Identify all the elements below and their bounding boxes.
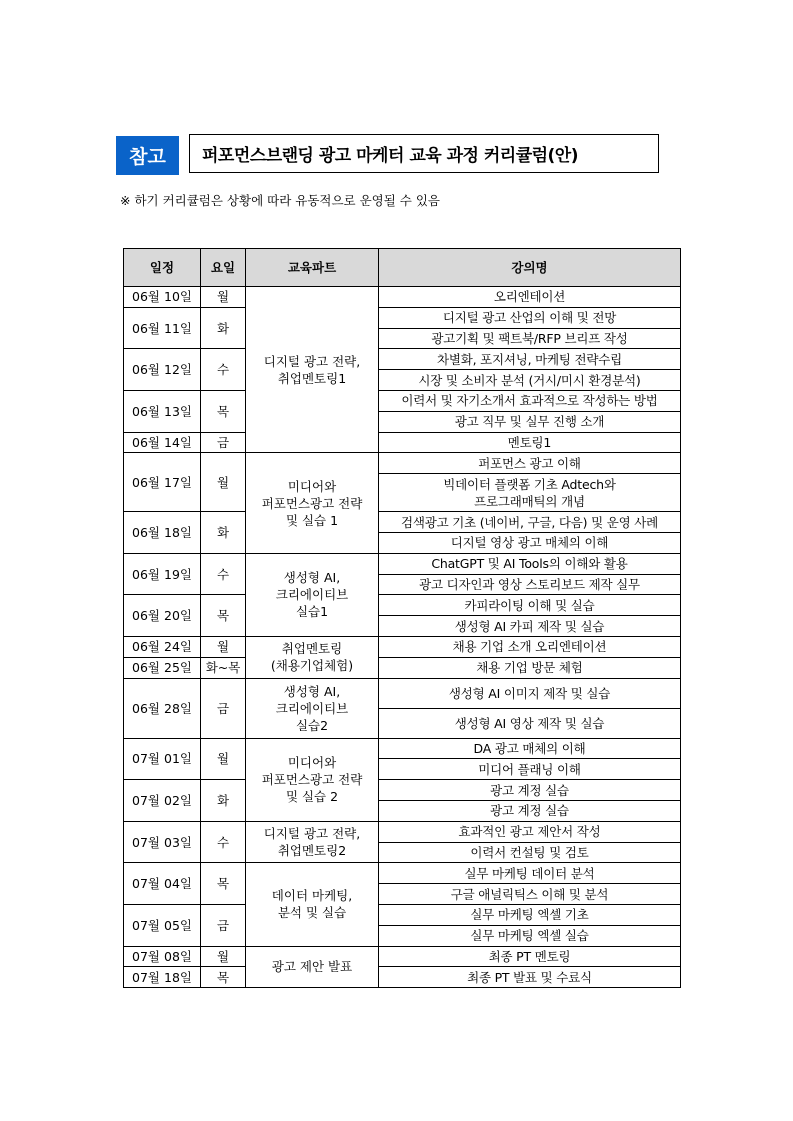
date-cell: 07월 08일 [124, 946, 201, 967]
day-cell: 화 [201, 780, 246, 822]
day-cell: 금 [201, 904, 246, 946]
lecture-cell: 최종 PT 멘토링 [379, 946, 681, 967]
table-row [124, 821, 681, 842]
date-cell: 06월 14일 [124, 432, 201, 453]
table-row [124, 636, 681, 657]
day-cell: 목 [201, 967, 246, 988]
part-label: 미디어와 퍼포먼스광고 전략 및 실습 1 [261, 478, 363, 528]
date-cell: 06월 19일 [124, 553, 201, 595]
table-row [124, 678, 681, 708]
part-cell [246, 636, 379, 678]
lecture-cell: 생성형 AI 영상 제작 및 실습 [379, 708, 681, 738]
table-row [124, 595, 681, 616]
header-part: 교육파트 [246, 249, 379, 287]
day-cell: 금 [201, 678, 246, 738]
lecture-cell: 실무 마케팅 데이터 분석 [379, 863, 681, 884]
lecture-cell: 이력서 컨설팅 및 검토 [379, 842, 681, 863]
day-cell: 화 [201, 512, 246, 554]
lecture-cell: 생성형 AI 이미지 제작 및 실습 [379, 678, 681, 708]
part-cell [246, 678, 379, 738]
curriculum-note: ※ 하기 커리큘럼은 상황에 따라 유동적으로 운영될 수 있음 [120, 193, 440, 208]
table-row [124, 287, 681, 308]
table-row [124, 738, 681, 759]
date-cell: 06월 20일 [124, 595, 201, 637]
date-cell: 06월 10일 [124, 287, 201, 308]
day-cell: 목 [201, 390, 246, 432]
day-cell: 수 [201, 553, 246, 595]
header-weekday: 요일 [201, 249, 246, 287]
lecture-cell: 디지털 영상 광고 매체의 이해 [379, 532, 681, 553]
lecture-cell: ChatGPT 및 AI Tools의 이해와 활용 [379, 553, 681, 574]
date-cell: 07월 03일 [124, 821, 201, 863]
part-label: 생성형 AI, 크리에이티브 실습1 [275, 570, 349, 620]
table-row [124, 512, 681, 533]
day-cell: 월 [201, 738, 246, 780]
part-label: 광고 제안 발표 [271, 959, 353, 975]
table-row [124, 904, 681, 925]
part-cell [246, 738, 379, 821]
date-cell: 07월 02일 [124, 780, 201, 822]
lecture-cell: 이력서 및 자기소개서 효과적으로 작성하는 방법 [379, 390, 681, 411]
part-cell [246, 821, 379, 863]
lecture-cell: 실무 마케팅 엑셀 기초 [379, 904, 681, 925]
day-cell: 화 [201, 307, 246, 349]
lecture-cell: 시장 및 소비자 분석 (거시/미시 환경분석) [379, 370, 681, 391]
lecture-cell: 효과적인 광고 제안서 작성 [379, 821, 681, 842]
date-cell: 07월 05일 [124, 904, 201, 946]
day-cell: 월 [201, 946, 246, 967]
lecture-cell: 검색광고 기초 (네이버, 구글, 다음) 및 운영 사례 [379, 512, 681, 533]
table-row [124, 553, 681, 574]
lecture-cell: 광고 직무 및 실무 진행 소개 [379, 411, 681, 432]
table-row [124, 432, 681, 453]
day-cell: 수 [201, 349, 246, 391]
lecture-cell: 실무 마케팅 엑셀 실습 [379, 925, 681, 946]
day-cell: 화~목 [201, 657, 246, 678]
lecture-cell: 카피라이팅 이해 및 실습 [379, 595, 681, 616]
lecture-cell: 최종 PT 발표 및 수료식 [379, 967, 681, 988]
lecture-cell: 차별화, 포지셔닝, 마케팅 전략수립 [379, 349, 681, 370]
date-cell: 06월 11일 [124, 307, 201, 349]
lecture-cell: 멘토링1 [379, 432, 681, 453]
table-row [124, 946, 681, 967]
table-row [124, 390, 681, 411]
day-cell: 수 [201, 821, 246, 863]
page-title: 퍼포먼스브랜딩 광고 마케터 교육 과정 커리큘럼(안) [189, 134, 659, 173]
part-cell [246, 287, 379, 453]
date-cell: 06월 18일 [124, 512, 201, 554]
table-row [124, 863, 681, 884]
lecture-cell: 구글 애널릭틱스 이해 및 분석 [379, 884, 681, 905]
lecture-cell: 광고 계정 실습 [379, 800, 681, 821]
date-cell: 06월 24일 [124, 636, 201, 657]
lecture-cell [379, 474, 681, 512]
day-cell: 월 [201, 453, 246, 512]
part-cell [246, 946, 379, 988]
lecture-cell: 퍼포먼스 광고 이해 [379, 453, 681, 474]
part-label: 생성형 AI, 크리에이티브 실습2 [275, 683, 349, 733]
day-cell: 목 [201, 595, 246, 637]
lecture-cell: 미디어 플래닝 이해 [379, 759, 681, 780]
table-row [124, 349, 681, 370]
header-lecture: 강의명 [379, 249, 681, 287]
table-row [124, 657, 681, 678]
day-cell: 목 [201, 863, 246, 905]
table-header-row [124, 249, 681, 287]
date-cell: 06월 28일 [124, 678, 201, 738]
header-schedule: 일정 [124, 249, 201, 287]
date-cell: 06월 17일 [124, 453, 201, 512]
date-cell: 06월 13일 [124, 390, 201, 432]
day-cell: 금 [201, 432, 246, 453]
table-row [124, 453, 681, 474]
part-label: 데이터 마케팅, 분석 및 실습 [271, 888, 353, 921]
lecture-cell: 채용 기업 소개 오리엔테이션 [379, 636, 681, 657]
date-cell: 07월 04일 [124, 863, 201, 905]
part-label: 취업멘토링 (채용기업체험) [270, 641, 354, 674]
part-label: 디지털 광고 전략, 취업멘토링2 [263, 826, 361, 859]
lecture-label: 빅데이터 플랫폼 기초 Adtech와 프로그래매틱의 개념 [443, 476, 616, 509]
day-cell: 월 [201, 636, 246, 657]
lecture-cell: 채용 기업 방문 체험 [379, 657, 681, 678]
lecture-cell: 광고기획 및 팩트북/RFP 브리프 작성 [379, 328, 681, 349]
part-cell [246, 863, 379, 946]
table-row [124, 780, 681, 801]
curriculum-table [123, 248, 681, 988]
table-row [124, 307, 681, 328]
part-cell [246, 553, 379, 636]
lecture-cell: DA 광고 매체의 이해 [379, 738, 681, 759]
lecture-cell: 생성형 AI 카피 제작 및 실습 [379, 616, 681, 637]
part-cell [246, 453, 379, 553]
day-cell: 월 [201, 287, 246, 308]
lecture-cell: 광고 계정 실습 [379, 780, 681, 801]
date-cell: 06월 12일 [124, 349, 201, 391]
part-label: 디지털 광고 전략, 취업멘토링1 [263, 353, 361, 386]
lecture-cell: 오리엔테이션 [379, 287, 681, 308]
table-row [124, 967, 681, 988]
reference-badge: 참고 [116, 136, 179, 175]
date-cell: 07월 01일 [124, 738, 201, 780]
date-cell: 07월 18일 [124, 967, 201, 988]
lecture-cell: 광고 디자인과 영상 스토리보드 제작 실무 [379, 574, 681, 595]
part-label: 미디어와 퍼포먼스광고 전략 및 실습 2 [261, 755, 363, 805]
date-cell: 06월 25일 [124, 657, 201, 678]
lecture-cell: 디지털 광고 산업의 이해 및 전망 [379, 307, 681, 328]
